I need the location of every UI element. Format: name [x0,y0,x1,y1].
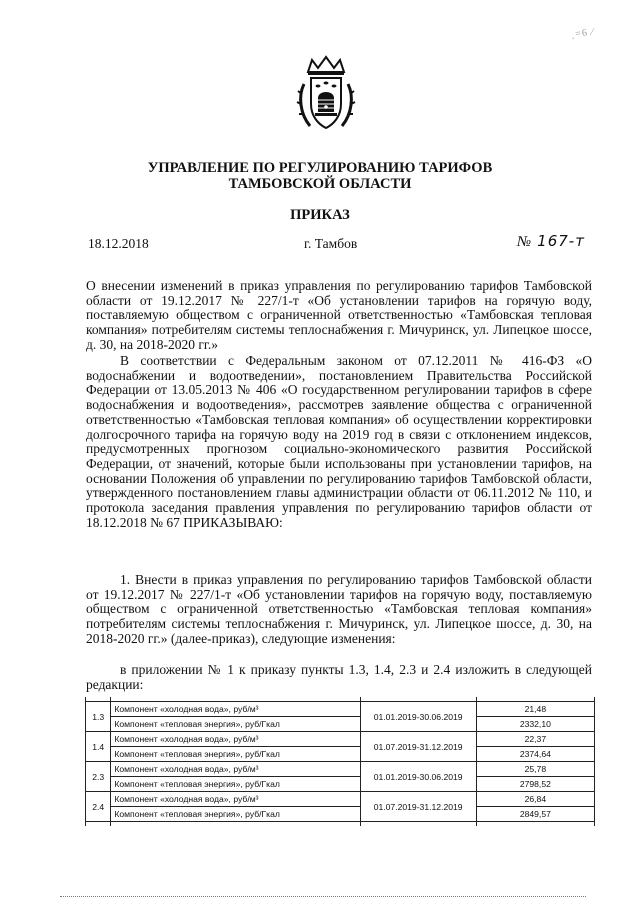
heat-energy-tariff: 2798,52 [476,777,594,792]
cold-water-tariff: 25,78 [476,762,594,777]
point-number: 1.4 [86,732,111,762]
number-value: 167-т [537,232,585,250]
component-cold-water: Компонент «холодная вода», руб/м³ [111,792,360,807]
authority-name-line1: УПРАВЛЕНИЕ ПО РЕГУЛИРОВАНИЮ ТАРИФОВ [147,160,493,176]
authority-name-line2: ТАМБОВСКОЙ ОБЛАСТИ [228,176,412,192]
cold-water-tariff: 21,48 [476,702,594,717]
table-row [86,792,595,807]
table-bottom-spacer [86,822,595,827]
component-cold-water: Компонент «холодная вода», руб/м³ [111,732,360,747]
number-label: № [517,234,532,250]
tambov-coat-of-arms-icon [296,54,356,134]
validity-period: 01.07.2019-31.12.2019 [360,792,476,822]
point-number: 1.3 [86,702,111,732]
document-type: ПРИКАЗ [290,207,350,223]
component-heat-energy: Компонент «тепловая энергия», руб/Гкал [111,777,360,792]
component-cold-water: Компонент «холодная вода», руб/м³ [111,702,360,717]
validity-period: 01.01.2019-30.06.2019 [360,702,476,732]
item-1-paragraph: 1. Внести в приказ управления по регулированию тарифов Тамбовской области от 19.12.2017 № 227/1-т «Об установлении тарифов на горячую воду, поставляемую обществом с ограниченной ответственностью «Тамбовская тепловая компания» потребителям системы теплоснабжения г. Мичуринск, ул. Липецкое шоссе, д. 30, на 2018-2020 гг.» (далее-приказ), следующие изменения: [86,572,592,646]
table-row [86,702,595,717]
item-1-subparagraph: в приложении № 1 к приказу пункты 1.3, 1.4, 2.3 и 2.4 изложить в следующей редакции: [86,662,592,692]
heat-energy-tariff: 2849,57 [476,807,594,822]
validity-period: 01.07.2019-31.12.2019 [360,732,476,762]
table-row [86,747,595,762]
component-cold-water: Компонент «холодная вода», руб/м³ [111,762,360,777]
document-date: 18.12.2018 [88,236,149,251]
table-row [86,807,595,822]
document-city: г. Тамбов [304,236,358,251]
document-number [517,232,585,251]
component-heat-energy: Компонент «тепловая энергия», руб/Гкал [111,807,360,822]
preamble-paragraph: В соответствии с Федеральным законом от 07.12.2011 № 416-ФЗ «О водоснабжении и водоотведении», постановлением Правительства Российской Федерации от 13.05.2013 № 406 «О государственном регулировании тарифов в сфере водоснабжения и водоотведения», рассмотрев заявление общества с ограниченной ответственностью «Тамбовская тепловая компания» об осуществлении корректировки долгосрочного тарифа на горячую воду на 2019 год в связи с отклонением индексов, предусмотренных прогнозом социально-экономического развития Российской Федерации, от значений, которые были использованы при установлении тарифов, на основании Положения об управлении по регулированию тарифов Тамбовской области, утвержденного постановлением главы администрации области от 06.11.2012 № 110, и протокола заседания правления управления по регулированию тарифов области от 18.12.2018 № 67 ПРИКАЗЫВАЮ: [86,353,592,530]
table-row [86,717,595,732]
heat-energy-tariff: 2332,10 [476,717,594,732]
component-heat-energy: Компонент «тепловая энергия», руб/Гкал [111,717,360,732]
document-subject: О внесении изменений в приказ управления по регулированию тарифов Тамбовской области от 19.12.2017 № 227/1-т «Об установлении тарифов на горячую воду, поставляемую обществом с ограниченной ответственностью «Тамбовская тепловая компания» потребителям системы теплоснабжения г. Мичуринск, ул. Липецкое шоссе, д. 30, на 2018-2020 гг.» [86,278,592,352]
point-number: 2.3 [86,762,111,792]
point-number: 2.4 [86,792,111,822]
page-bottom-rule [60,896,586,897]
table-row [86,777,595,792]
heat-energy-tariff: 2374,64 [476,747,594,762]
tariff-table [85,697,595,826]
table-row [86,762,595,777]
component-heat-energy: Компонент «тепловая энергия», руб/Гкал [111,747,360,762]
corner-handwritten-mark: ˏ=6 ⁄ [570,26,595,41]
validity-period: 01.01.2019-30.06.2019 [360,762,476,792]
cold-water-tariff: 26,84 [476,792,594,807]
table-row [86,732,595,747]
cold-water-tariff: 22,37 [476,732,594,747]
